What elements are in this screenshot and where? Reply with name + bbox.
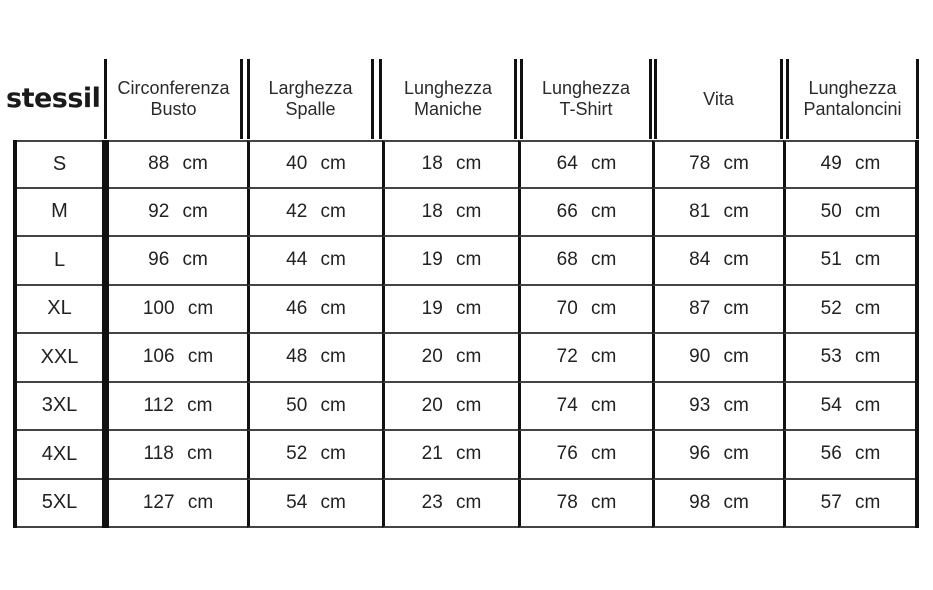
size-label: M bbox=[17, 189, 102, 238]
table-cell: 57 cm bbox=[783, 480, 915, 529]
table-cell: 23 cm bbox=[382, 480, 518, 529]
table-cell: 112 cm bbox=[109, 383, 247, 432]
table-cell: 127 cm bbox=[109, 480, 247, 529]
table-cell: 20 cm bbox=[382, 334, 518, 383]
header-lunghezza-tshirt bbox=[520, 59, 652, 139]
header-line-1: Larghezza bbox=[268, 78, 353, 98]
table-cell: 44 cm bbox=[247, 237, 382, 286]
table-cell: 54 cm bbox=[247, 480, 382, 529]
header-line-2: Maniche bbox=[413, 99, 483, 119]
header-line-1: Circonferenza bbox=[117, 78, 230, 98]
size-label: XXL bbox=[17, 334, 102, 383]
table-cell: 49 cm bbox=[783, 140, 915, 189]
size-label: 3XL bbox=[17, 383, 102, 432]
table-cell: 19 cm bbox=[382, 286, 518, 335]
table-cell: 53 cm bbox=[783, 334, 915, 383]
size-column bbox=[13, 140, 105, 528]
table-cell: 18 cm bbox=[382, 189, 518, 238]
table-cell: 90 cm bbox=[652, 334, 783, 383]
header-line-2: T-Shirt bbox=[559, 99, 613, 119]
table-cell: 20 cm bbox=[382, 383, 518, 432]
table-cell: 66 cm bbox=[518, 189, 652, 238]
table-cell: 56 cm bbox=[783, 431, 915, 480]
table-cell: 46 cm bbox=[247, 286, 382, 335]
brand-logo: stessil bbox=[6, 83, 101, 114]
table-cell: 96 cm bbox=[109, 237, 247, 286]
header-line-2: Pantaloncini bbox=[803, 99, 902, 119]
size-label: 4XL bbox=[17, 431, 102, 480]
table-cell: 84 cm bbox=[652, 237, 783, 286]
table-cell: 98 cm bbox=[652, 480, 783, 529]
table-cell: 18 cm bbox=[382, 140, 518, 189]
header-line-1: Vita bbox=[703, 88, 734, 109]
table-cell: 81 cm bbox=[652, 189, 783, 238]
table-cell: 40 cm bbox=[247, 140, 382, 189]
table-cell: 96 cm bbox=[652, 431, 783, 480]
table-cell: 106 cm bbox=[109, 334, 247, 383]
table-cell: 48 cm bbox=[247, 334, 382, 383]
header-circonferenza-busto bbox=[104, 59, 243, 139]
header-line-2: Spalle bbox=[285, 99, 336, 119]
size-label: S bbox=[17, 140, 102, 189]
table-cell: 72 cm bbox=[518, 334, 652, 383]
header-line-1: Lunghezza bbox=[808, 78, 897, 98]
table-cell: 88 cm bbox=[109, 140, 247, 189]
header-lunghezza-pantaloncini bbox=[786, 59, 919, 139]
table-cell: 19 cm bbox=[382, 237, 518, 286]
table-cell: 54 cm bbox=[783, 383, 915, 432]
size-label: XL bbox=[17, 286, 102, 335]
header-vita bbox=[654, 59, 783, 139]
table-cell: 74 cm bbox=[518, 383, 652, 432]
table-cell: 42 cm bbox=[247, 189, 382, 238]
table-cell: 50 cm bbox=[247, 383, 382, 432]
table-cell: 68 cm bbox=[518, 237, 652, 286]
table-cell: 70 cm bbox=[518, 286, 652, 335]
table-cell: 50 cm bbox=[783, 189, 915, 238]
header-larghezza-spalle bbox=[247, 59, 374, 139]
size-chart-table bbox=[105, 140, 919, 528]
header-line-1: Lunghezza bbox=[403, 78, 493, 98]
table-cell: 93 cm bbox=[652, 383, 783, 432]
table-cell: 52 cm bbox=[247, 431, 382, 480]
table-cell: 52 cm bbox=[783, 286, 915, 335]
table-cell: 87 cm bbox=[652, 286, 783, 335]
table-cell: 78 cm bbox=[652, 140, 783, 189]
table-cell: 92 cm bbox=[109, 189, 247, 238]
table-cell: 118 cm bbox=[109, 431, 247, 480]
table-cell: 21 cm bbox=[382, 431, 518, 480]
header-lunghezza-maniche bbox=[379, 59, 517, 139]
table-cell: 100 cm bbox=[109, 286, 247, 335]
table-cell: 51 cm bbox=[783, 237, 915, 286]
size-label: L bbox=[17, 237, 102, 286]
size-label: 5XL bbox=[17, 480, 102, 529]
table-cell: 64 cm bbox=[518, 140, 652, 189]
table-cell: 78 cm bbox=[518, 480, 652, 529]
header-line-2: Busto bbox=[150, 99, 197, 119]
table-cell: 76 cm bbox=[518, 431, 652, 480]
header-line-1: Lunghezza bbox=[541, 78, 631, 98]
